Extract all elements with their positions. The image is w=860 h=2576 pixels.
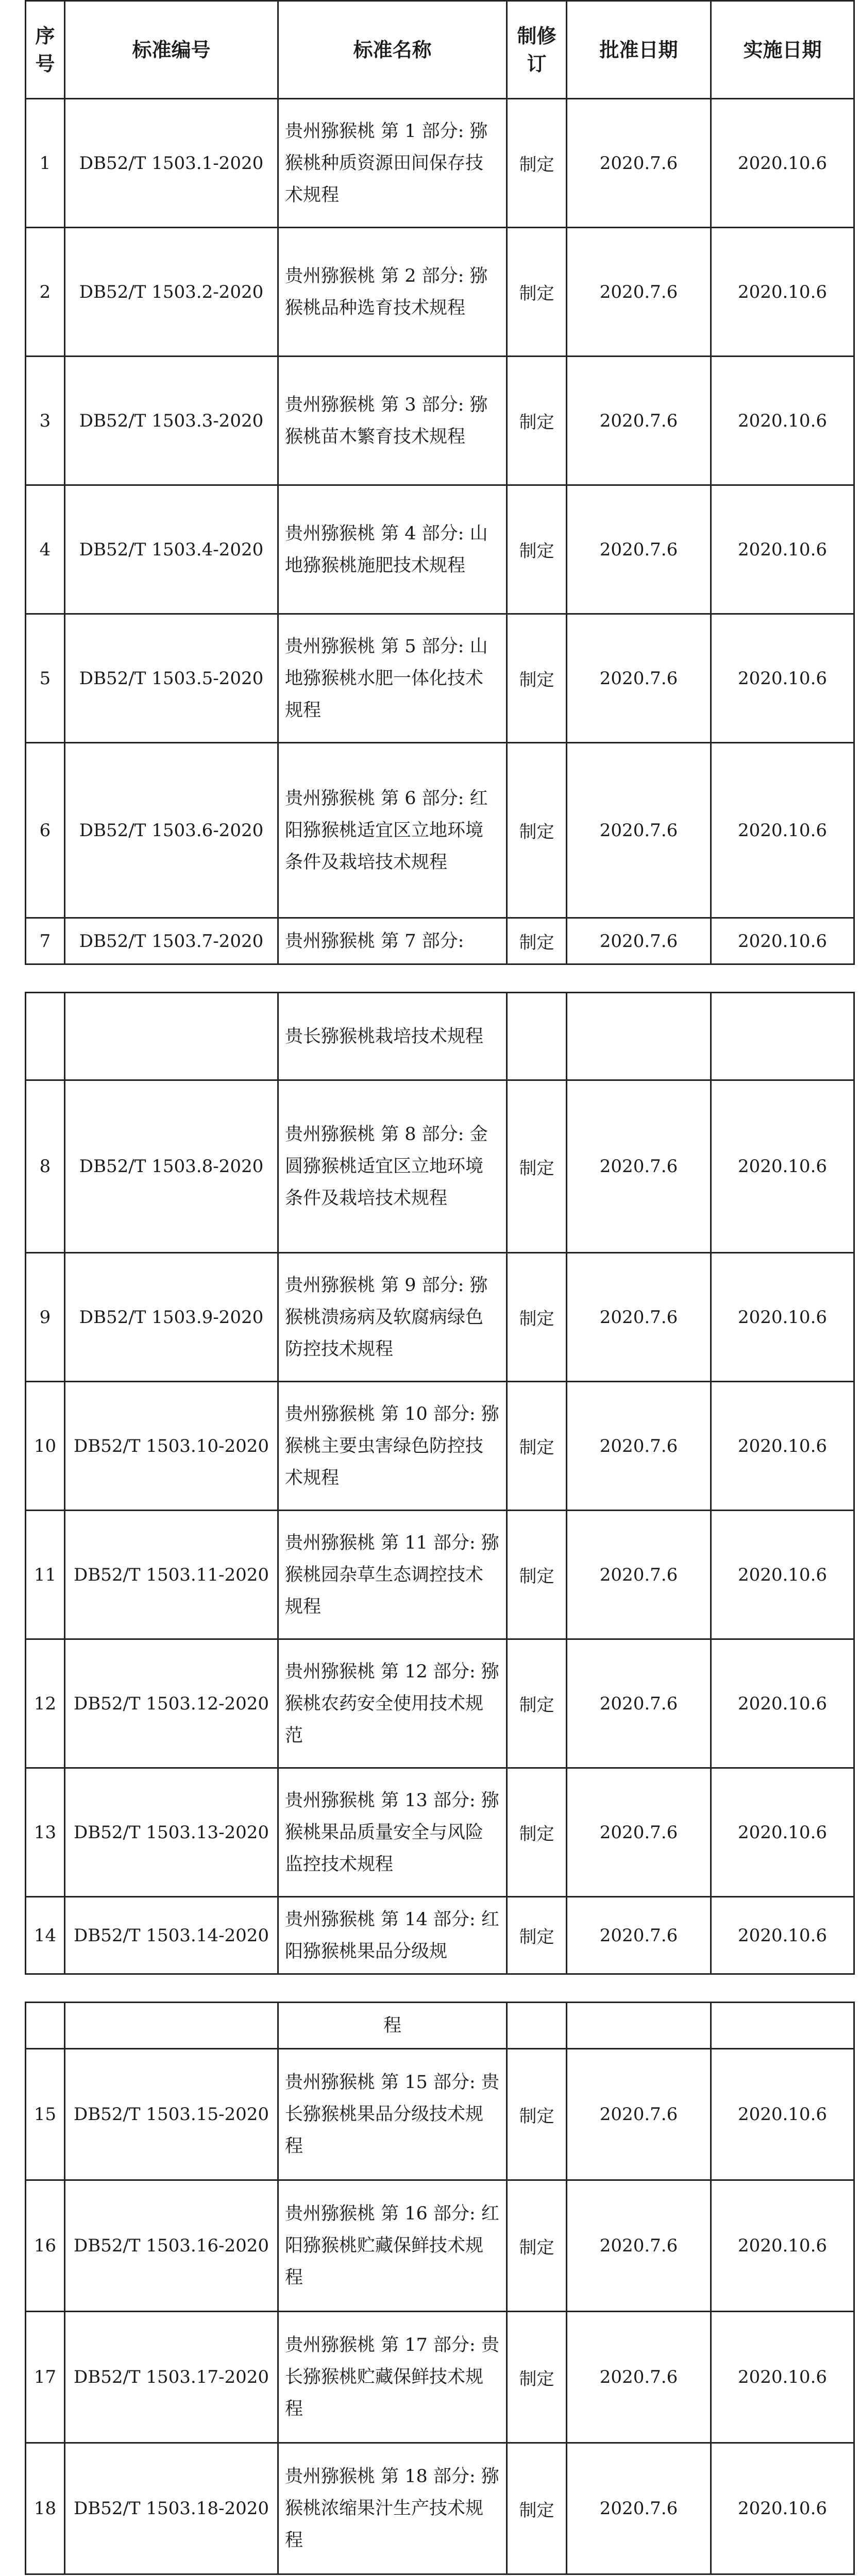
- cell-approval: 2020.7.6: [567, 743, 711, 918]
- cell-name: 贵州猕猴桃 第 4 部分: 山地猕猴桃施肥技术规程: [278, 485, 507, 614]
- cell-revision: 制定: [507, 228, 567, 357]
- cell-code: DB52/T 1503.1-2020: [65, 99, 278, 228]
- table-row: [26, 2443, 854, 2574]
- cell-code: DB52/T 1503.4-2020: [65, 485, 278, 614]
- table-row: [26, 1080, 854, 1253]
- cell-code: DB52/T 1503.12-2020: [65, 1639, 278, 1768]
- cell-code: DB52/T 1503.6-2020: [65, 743, 278, 918]
- cell-no: 2: [26, 228, 65, 357]
- cell-code: DB52/T 1503.11-2020: [65, 1511, 278, 1639]
- table-row: [26, 2049, 854, 2180]
- cell-approval: 2020.7.6: [567, 1253, 711, 1382]
- cell-name: 贵州猕猴桃 第 12 部分: 猕猴桃农药安全使用技术规范: [278, 1639, 507, 1768]
- cell-approval: 2020.7.6: [567, 1382, 711, 1511]
- cell-name: 贵州猕猴桃 第 5 部分: 山地猕猴桃水肥一体化技术规程: [278, 614, 507, 743]
- cell-name: 贵州猕猴桃 第 15 部分: 贵长猕猴桃果品分级技术规程: [278, 2049, 507, 2180]
- cell-implement: 2020.10.6: [711, 2312, 854, 2443]
- table-row: [26, 1768, 854, 1897]
- cell-implement: 2020.10.6: [711, 99, 854, 228]
- cell-no: [26, 2003, 65, 2049]
- cell-name: 贵州猕猴桃 第 11 部分: 猕猴桃园杂草生态调控技术规程: [278, 1511, 507, 1639]
- cell-revision: 制定: [507, 485, 567, 614]
- cell-approval: 2020.7.6: [567, 99, 711, 228]
- header-implement-date: 实施日期: [711, 1, 854, 99]
- cell-approval: [567, 993, 711, 1080]
- cell-code: DB52/T 1503.17-2020: [65, 2312, 278, 2443]
- cell-code: DB52/T 1503.8-2020: [65, 1080, 278, 1253]
- cell-code: DB52/T 1503.13-2020: [65, 1768, 278, 1897]
- table-row: [26, 99, 854, 228]
- cell-revision: [507, 2003, 567, 2049]
- cell-approval: 2020.7.6: [567, 357, 711, 485]
- cell-no: 16: [26, 2180, 65, 2312]
- cell-revision: 制定: [507, 1253, 567, 1382]
- cell-no: 6: [26, 743, 65, 918]
- cell-approval: [567, 2003, 711, 2049]
- cell-name: 贵州猕猴桃 第 7 部分:: [278, 918, 507, 964]
- cell-code: [65, 2003, 278, 2049]
- cell-no: 10: [26, 1382, 65, 1511]
- table-row: [26, 1897, 854, 1974]
- cell-implement: 2020.10.6: [711, 228, 854, 357]
- cell-revision: 制定: [507, 2443, 567, 2574]
- table-row: [26, 614, 854, 743]
- standards-table-page-3: [25, 2002, 855, 2575]
- cell-code: DB52/T 1503.5-2020: [65, 614, 278, 743]
- cell-implement: 2020.10.6: [711, 485, 854, 614]
- cell-code: DB52/T 1503.10-2020: [65, 1382, 278, 1511]
- table-row: [26, 2312, 854, 2443]
- cell-no: 9: [26, 1253, 65, 1382]
- cell-revision: 制定: [507, 2312, 567, 2443]
- cell-name: 贵州猕猴桃 第 14 部分: 红阳猕猴桃果品分级规: [278, 1897, 507, 1974]
- cell-no: 1: [26, 99, 65, 228]
- cell-implement: 2020.10.6: [711, 1897, 854, 1974]
- cell-code: DB52/T 1503.15-2020: [65, 2049, 278, 2180]
- cell-implement: [711, 2003, 854, 2049]
- cell-implement: [711, 993, 854, 1080]
- cell-implement: 2020.10.6: [711, 2180, 854, 2312]
- cell-no: 17: [26, 2312, 65, 2443]
- table-row: [26, 1511, 854, 1639]
- cell-approval: 2020.7.6: [567, 1897, 711, 1974]
- cell-no: 13: [26, 1768, 65, 1897]
- cell-revision: 制定: [507, 918, 567, 964]
- cell-approval: 2020.7.6: [567, 918, 711, 964]
- cell-approval: 2020.7.6: [567, 1511, 711, 1639]
- table-row: [26, 1639, 854, 1768]
- continuation-row: [26, 2003, 854, 2049]
- cell-name: 贵州猕猴桃 第 16 部分: 红阳猕猴桃贮藏保鲜技术规程: [278, 2180, 507, 2312]
- cell-name: 贵州猕猴桃 第 9 部分: 猕猴桃溃疡病及软腐病绿色防控技术规程: [278, 1253, 507, 1382]
- cell-name: 贵州猕猴桃 第 8 部分: 金圆猕猴桃适宜区立地环境条件及栽培技术规程: [278, 1080, 507, 1253]
- cell-no: [26, 993, 65, 1080]
- cell-revision: 制定: [507, 614, 567, 743]
- header-name: 标准名称: [278, 1, 507, 99]
- cell-approval: 2020.7.6: [567, 1639, 711, 1768]
- cell-approval: 2020.7.6: [567, 2049, 711, 2180]
- cell-revision: 制定: [507, 1382, 567, 1511]
- cell-implement: 2020.10.6: [711, 2443, 854, 2574]
- cell-implement: 2020.10.6: [711, 918, 854, 964]
- cell-implement: 2020.10.6: [711, 2049, 854, 2180]
- cell-code: DB52/T 1503.7-2020: [65, 918, 278, 964]
- cell-name: 贵州猕猴桃 第 2 部分: 猕猴桃品种选育技术规程: [278, 228, 507, 357]
- cell-code: DB52/T 1503.16-2020: [65, 2180, 278, 2312]
- table-row: [26, 1253, 854, 1382]
- cell-no: 4: [26, 485, 65, 614]
- cell-implement: 2020.10.6: [711, 357, 854, 485]
- cell-implement: 2020.10.6: [711, 1080, 854, 1253]
- header-code: 标准编号: [65, 1, 278, 99]
- cell-code: DB52/T 1503.14-2020: [65, 1897, 278, 1974]
- cell-name: 贵长猕猴桃栽培技术规程: [278, 993, 507, 1080]
- cell-implement: 2020.10.6: [711, 1382, 854, 1511]
- header-revision: 制修订: [507, 1, 567, 99]
- cell-no: 5: [26, 614, 65, 743]
- cell-approval: 2020.7.6: [567, 228, 711, 357]
- cell-approval: 2020.7.6: [567, 2180, 711, 2312]
- continuation-row: [26, 993, 854, 1080]
- table-row: [26, 357, 854, 485]
- cell-revision: 制定: [507, 1511, 567, 1639]
- cell-approval: 2020.7.6: [567, 2312, 711, 2443]
- cell-implement: 2020.10.6: [711, 1253, 854, 1382]
- cell-name: 程: [278, 2003, 507, 2049]
- cell-revision: 制定: [507, 743, 567, 918]
- cell-no: 8: [26, 1080, 65, 1253]
- cell-code: DB52/T 1503.2-2020: [65, 228, 278, 357]
- cell-implement: 2020.10.6: [711, 1639, 854, 1768]
- cell-no: 12: [26, 1639, 65, 1768]
- cell-no: 3: [26, 357, 65, 485]
- cell-name: 贵州猕猴桃 第 3 部分: 猕猴桃苗木繁育技术规程: [278, 357, 507, 485]
- cell-code: DB52/T 1503.18-2020: [65, 2443, 278, 2574]
- cell-revision: 制定: [507, 1080, 567, 1253]
- table-row: [26, 485, 854, 614]
- cell-implement: 2020.10.6: [711, 1511, 854, 1639]
- cell-no: 11: [26, 1511, 65, 1639]
- cell-revision: 制定: [507, 2180, 567, 2312]
- cell-revision: 制定: [507, 357, 567, 485]
- cell-revision: 制定: [507, 2049, 567, 2180]
- cell-implement: 2020.10.6: [711, 614, 854, 743]
- header-row: [26, 1, 854, 99]
- cell-approval: 2020.7.6: [567, 1080, 711, 1253]
- cell-code: DB52/T 1503.9-2020: [65, 1253, 278, 1382]
- cell-implement: 2020.10.6: [711, 1768, 854, 1897]
- cell-name: 贵州猕猴桃 第 6 部分: 红阳猕猴桃适宜区立地环境条件及栽培技术规程: [278, 743, 507, 918]
- cell-approval: 2020.7.6: [567, 485, 711, 614]
- table-row: [26, 743, 854, 918]
- cell-implement: 2020.10.6: [711, 743, 854, 918]
- cell-revision: 制定: [507, 1768, 567, 1897]
- table-row: [26, 2180, 854, 2312]
- cell-revision: 制定: [507, 1639, 567, 1768]
- cell-approval: 2020.7.6: [567, 1768, 711, 1897]
- cell-no: 18: [26, 2443, 65, 2574]
- cell-name: 贵州猕猴桃 第 17 部分: 贵长猕猴桃贮藏保鲜技术规程: [278, 2312, 507, 2443]
- standards-table-page-1: [25, 0, 855, 965]
- cell-name: 贵州猕猴桃 第 10 部分: 猕猴桃主要虫害绿色防控技术规程: [278, 1382, 507, 1511]
- cell-code: DB52/T 1503.3-2020: [65, 357, 278, 485]
- cell-code: [65, 993, 278, 1080]
- cell-name: 贵州猕猴桃 第 18 部分: 猕猴桃浓缩果汁生产技术规程: [278, 2443, 507, 2574]
- cell-no: 14: [26, 1897, 65, 1974]
- cell-revision: 制定: [507, 1897, 567, 1974]
- table-row: [26, 1382, 854, 1511]
- cell-no: 7: [26, 918, 65, 964]
- header-approval-date: 批准日期: [567, 1, 711, 99]
- table-row: [26, 228, 854, 357]
- cell-revision: [507, 993, 567, 1080]
- cell-name: 贵州猕猴桃 第 13 部分: 猕猴桃果品质量安全与风险监控技术规程: [278, 1768, 507, 1897]
- table-row: [26, 918, 854, 964]
- cell-approval: 2020.7.6: [567, 2443, 711, 2574]
- cell-name: 贵州猕猴桃 第 1 部分: 猕猴桃种质资源田间保存技术规程: [278, 99, 507, 228]
- cell-approval: 2020.7.6: [567, 614, 711, 743]
- cell-no: 15: [26, 2049, 65, 2180]
- standards-table-page-2: [25, 992, 855, 1975]
- cell-revision: 制定: [507, 99, 567, 228]
- header-no: 序号: [26, 1, 65, 99]
